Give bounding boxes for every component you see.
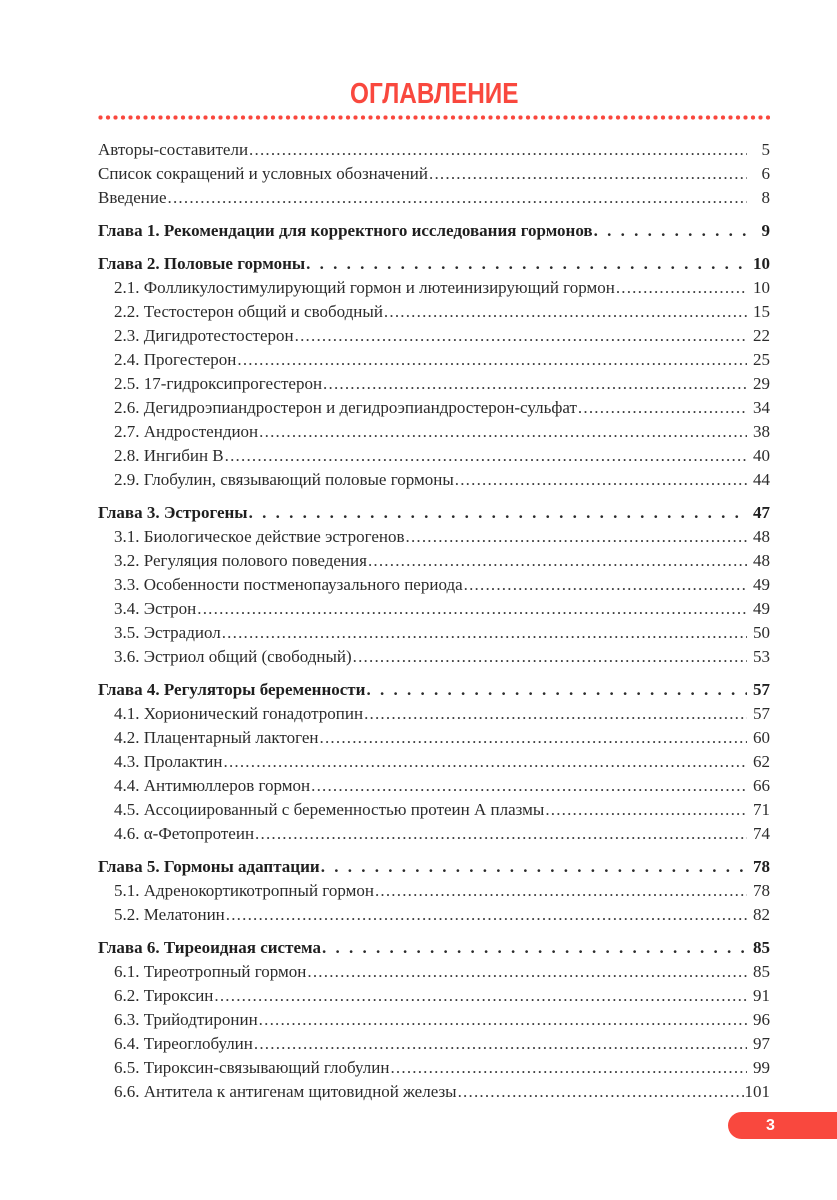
dot-leader	[375, 879, 747, 903]
toc-entry	[98, 1032, 770, 1056]
toc-entry	[98, 984, 770, 1008]
dot-leader	[366, 678, 747, 702]
toc-entry	[98, 621, 770, 645]
toc-entry-label: Глава 3. Эстрогены	[98, 503, 248, 522]
toc-entry	[98, 597, 770, 621]
toc-entry-label: 4.4. Антимюллеров гормон	[114, 776, 311, 795]
toc-entry-page: 48	[753, 527, 770, 546]
toc-entry-label: 3.6. Эстриол общий (свободный)	[114, 647, 352, 666]
toc-entry	[98, 444, 770, 468]
dot-leader	[222, 621, 747, 645]
toc-entry-page: 5	[761, 140, 770, 159]
toc-entry-label: 3.3. Особенности постменопаузального периода	[114, 575, 463, 594]
toc-entry-label: Глава 4. Регуляторы беременности	[98, 680, 366, 699]
toc-entry	[98, 573, 770, 597]
toc-entry	[98, 822, 770, 846]
toc-list	[98, 138, 770, 1104]
dot-leader	[353, 645, 747, 669]
dot-leader	[306, 252, 747, 276]
toc-entry	[98, 879, 770, 903]
toc-entry-page: 49	[753, 575, 770, 594]
dot-leader	[594, 219, 747, 243]
toc-entry-label: 6.4. Тиреоглобулин	[114, 1034, 253, 1053]
toc-entry	[98, 468, 770, 492]
dot-leader	[225, 444, 747, 468]
toc-entry	[98, 678, 770, 702]
toc-entry-page: 44	[753, 470, 770, 489]
toc-entry-label: 2.6. Дегидроэпиандростерон и дегидроэпиандростерон-сульфат	[114, 398, 577, 417]
toc-entry	[98, 186, 770, 210]
toc-entry-page: 53	[753, 647, 770, 666]
toc-entry-page: 74	[753, 824, 770, 843]
dot-leader	[320, 726, 747, 750]
dot-leader	[224, 750, 748, 774]
page-number-badge	[728, 1112, 837, 1139]
toc-entry-label: 2.1. Фолликулостимулирующий гормон и лютеинизирующий гормон	[114, 278, 615, 297]
toc-entry-page: 91	[753, 986, 770, 1005]
toc-entry-page: 15	[753, 302, 770, 321]
toc-entry	[98, 348, 770, 372]
toc-entry	[98, 549, 770, 573]
toc-entry-page: 96	[753, 1010, 770, 1029]
dot-leader	[458, 1080, 744, 1104]
toc-entry-page: 10	[753, 254, 770, 273]
toc-entry	[98, 372, 770, 396]
dot-leader	[307, 960, 747, 984]
toc-entry	[98, 300, 770, 324]
toc-entry	[98, 276, 770, 300]
toc-entry-page: 99	[753, 1058, 770, 1077]
toc-entry-label: 3.1. Биологическое действие эстрогенов	[114, 527, 405, 546]
dotted-divider	[98, 115, 770, 120]
toc-entry	[98, 702, 770, 726]
toc-entry-label: 6.1. Тиреотропный гормон	[114, 962, 307, 981]
toc-entry	[98, 138, 770, 162]
toc-entry	[98, 936, 770, 960]
toc-entry-label: 6.3. Трийодтиронин	[114, 1010, 258, 1029]
dot-leader	[406, 525, 748, 549]
dot-leader	[364, 702, 747, 726]
toc-entry	[98, 219, 770, 243]
toc-entry-page: 82	[753, 905, 770, 924]
dot-leader	[311, 774, 747, 798]
dot-leader	[578, 396, 747, 420]
toc-entry-page: 25	[753, 350, 770, 369]
page-number: 3	[766, 1116, 775, 1134]
toc-entry-label: 6.6. Антитела к антигенам щитовидной железы	[114, 1082, 457, 1101]
toc-entry-page: 57	[753, 704, 770, 723]
dot-leader	[429, 162, 747, 186]
dot-leader	[323, 372, 747, 396]
toc-entry-page: 85	[753, 962, 770, 981]
toc-entry-page: 66	[753, 776, 770, 795]
toc-entry-page: 57	[753, 680, 770, 699]
toc-entry	[98, 396, 770, 420]
toc-entry-page: 6	[761, 164, 770, 183]
toc-entry-label: 2.5. 17-гидроксипрогестерон	[114, 374, 323, 393]
dot-leader	[249, 138, 747, 162]
toc-entry-page: 9	[761, 221, 770, 240]
toc-content	[98, 0, 770, 1104]
dot-leader	[214, 984, 747, 1008]
toc-entry-page: 49	[753, 599, 770, 618]
toc-entry-page: 40	[753, 446, 770, 465]
toc-entry	[98, 960, 770, 984]
toc-entry	[98, 420, 770, 444]
toc-entry-page: 101	[744, 1082, 770, 1101]
toc-entry	[98, 252, 770, 276]
toc-entry-label: Глава 6. Тиреоидная система	[98, 938, 321, 957]
toc-entry	[98, 525, 770, 549]
toc-entry-label: Глава 1. Рекомендации для корректного исследования гормонов	[98, 221, 593, 240]
toc-entry-page: 62	[753, 752, 770, 771]
toc-entry	[98, 324, 770, 348]
toc-entry	[98, 903, 770, 927]
dot-leader	[295, 324, 747, 348]
toc-entry-page: 71	[753, 800, 770, 819]
toc-entry	[98, 855, 770, 879]
toc-entry-page: 48	[753, 551, 770, 570]
dot-leader	[464, 573, 747, 597]
dot-leader	[168, 186, 747, 210]
toc-entry-page: 78	[753, 857, 770, 876]
toc-entry-label: 3.5. Эстрадиол	[114, 623, 221, 642]
toc-entry-label: 2.2. Тестостерон общий и свободный	[114, 302, 383, 321]
toc-entry-page: 22	[753, 326, 770, 345]
toc-entry-page: 8	[761, 188, 770, 207]
toc-entry-page: 34	[753, 398, 770, 417]
dot-leader	[616, 276, 747, 300]
toc-entry	[98, 162, 770, 186]
toc-entry	[98, 1008, 770, 1032]
toc-entry-label: 5.2. Мелатонин	[114, 905, 225, 924]
toc-entry-label: 3.4. Эстрон	[114, 599, 197, 618]
dot-leader	[390, 1056, 747, 1080]
dot-leader	[545, 798, 747, 822]
toc-entry-page: 50	[753, 623, 770, 642]
toc-entry-label: 6.2. Тироксин	[114, 986, 214, 1005]
dot-leader	[455, 468, 747, 492]
toc-entry-page: 85	[753, 938, 770, 957]
toc-entry-label: Глава 2. Половые гормоны	[98, 254, 306, 273]
toc-entry-label: Глава 5. Гормоны адаптации	[98, 857, 320, 876]
page-title: ОГЛАВЛЕНИЕ	[349, 78, 519, 110]
dot-leader	[259, 1008, 747, 1032]
toc-entry-label: 6.5. Тироксин-связывающий глобулин	[114, 1058, 390, 1077]
toc-entry-label: 2.9. Глобулин, связывающий половые гормоны	[114, 470, 454, 489]
toc-entry-label: 4.2. Плацентарный лактоген	[114, 728, 319, 747]
toc-entry	[98, 726, 770, 750]
toc-entry-label: Список сокращений и условных обозначений	[98, 164, 429, 183]
toc-entry-label: 4.5. Ассоциированный с беременностью протеин А плазмы	[114, 800, 545, 819]
toc-entry	[98, 1080, 770, 1104]
dot-leader	[197, 597, 747, 621]
dot-leader	[321, 855, 747, 879]
toc-entry-label: 4.1. Хорионический гонадотропин	[114, 704, 364, 723]
toc-entry-label: 5.1. Адренокортикотропный гормон	[114, 881, 374, 900]
dot-leader	[226, 903, 747, 927]
toc-entry-page: 97	[753, 1034, 770, 1053]
toc-entry-page: 10	[753, 278, 770, 297]
toc-entry-page: 78	[753, 881, 770, 900]
dot-leader	[259, 420, 747, 444]
toc-entry-label: Введение	[98, 188, 167, 207]
toc-entry-label: 4.6. α-Фетопротеин	[114, 824, 255, 843]
toc-entry	[98, 774, 770, 798]
toc-entry	[98, 750, 770, 774]
toc-entry	[98, 645, 770, 669]
toc-entry-page: 60	[753, 728, 770, 747]
toc-entry-label: 2.3. Дигидротестостерон	[114, 326, 294, 345]
dot-leader	[254, 1032, 747, 1056]
toc-entry-label: Авторы-составители	[98, 140, 249, 159]
toc-entry-label: 2.8. Ингибин В	[114, 446, 224, 465]
toc-entry-page: 38	[753, 422, 770, 441]
dot-leader	[322, 936, 747, 960]
dot-leader	[249, 501, 747, 525]
dot-leader	[237, 348, 747, 372]
toc-entry	[98, 501, 770, 525]
toc-entry-label: 2.7. Андростендион	[114, 422, 259, 441]
toc-entry-label: 2.4. Прогестерон	[114, 350, 237, 369]
dot-leader	[384, 300, 747, 324]
toc-entry-page: 47	[753, 503, 770, 522]
dot-leader	[255, 822, 747, 846]
toc-entry-label: 4.3. Пролактин	[114, 752, 223, 771]
toc-entry	[98, 1056, 770, 1080]
dot-leader	[368, 549, 747, 573]
toc-entry-page: 29	[753, 374, 770, 393]
toc-entry-label: 3.2. Регуляция полового поведения	[114, 551, 367, 570]
toc-entry	[98, 798, 770, 822]
